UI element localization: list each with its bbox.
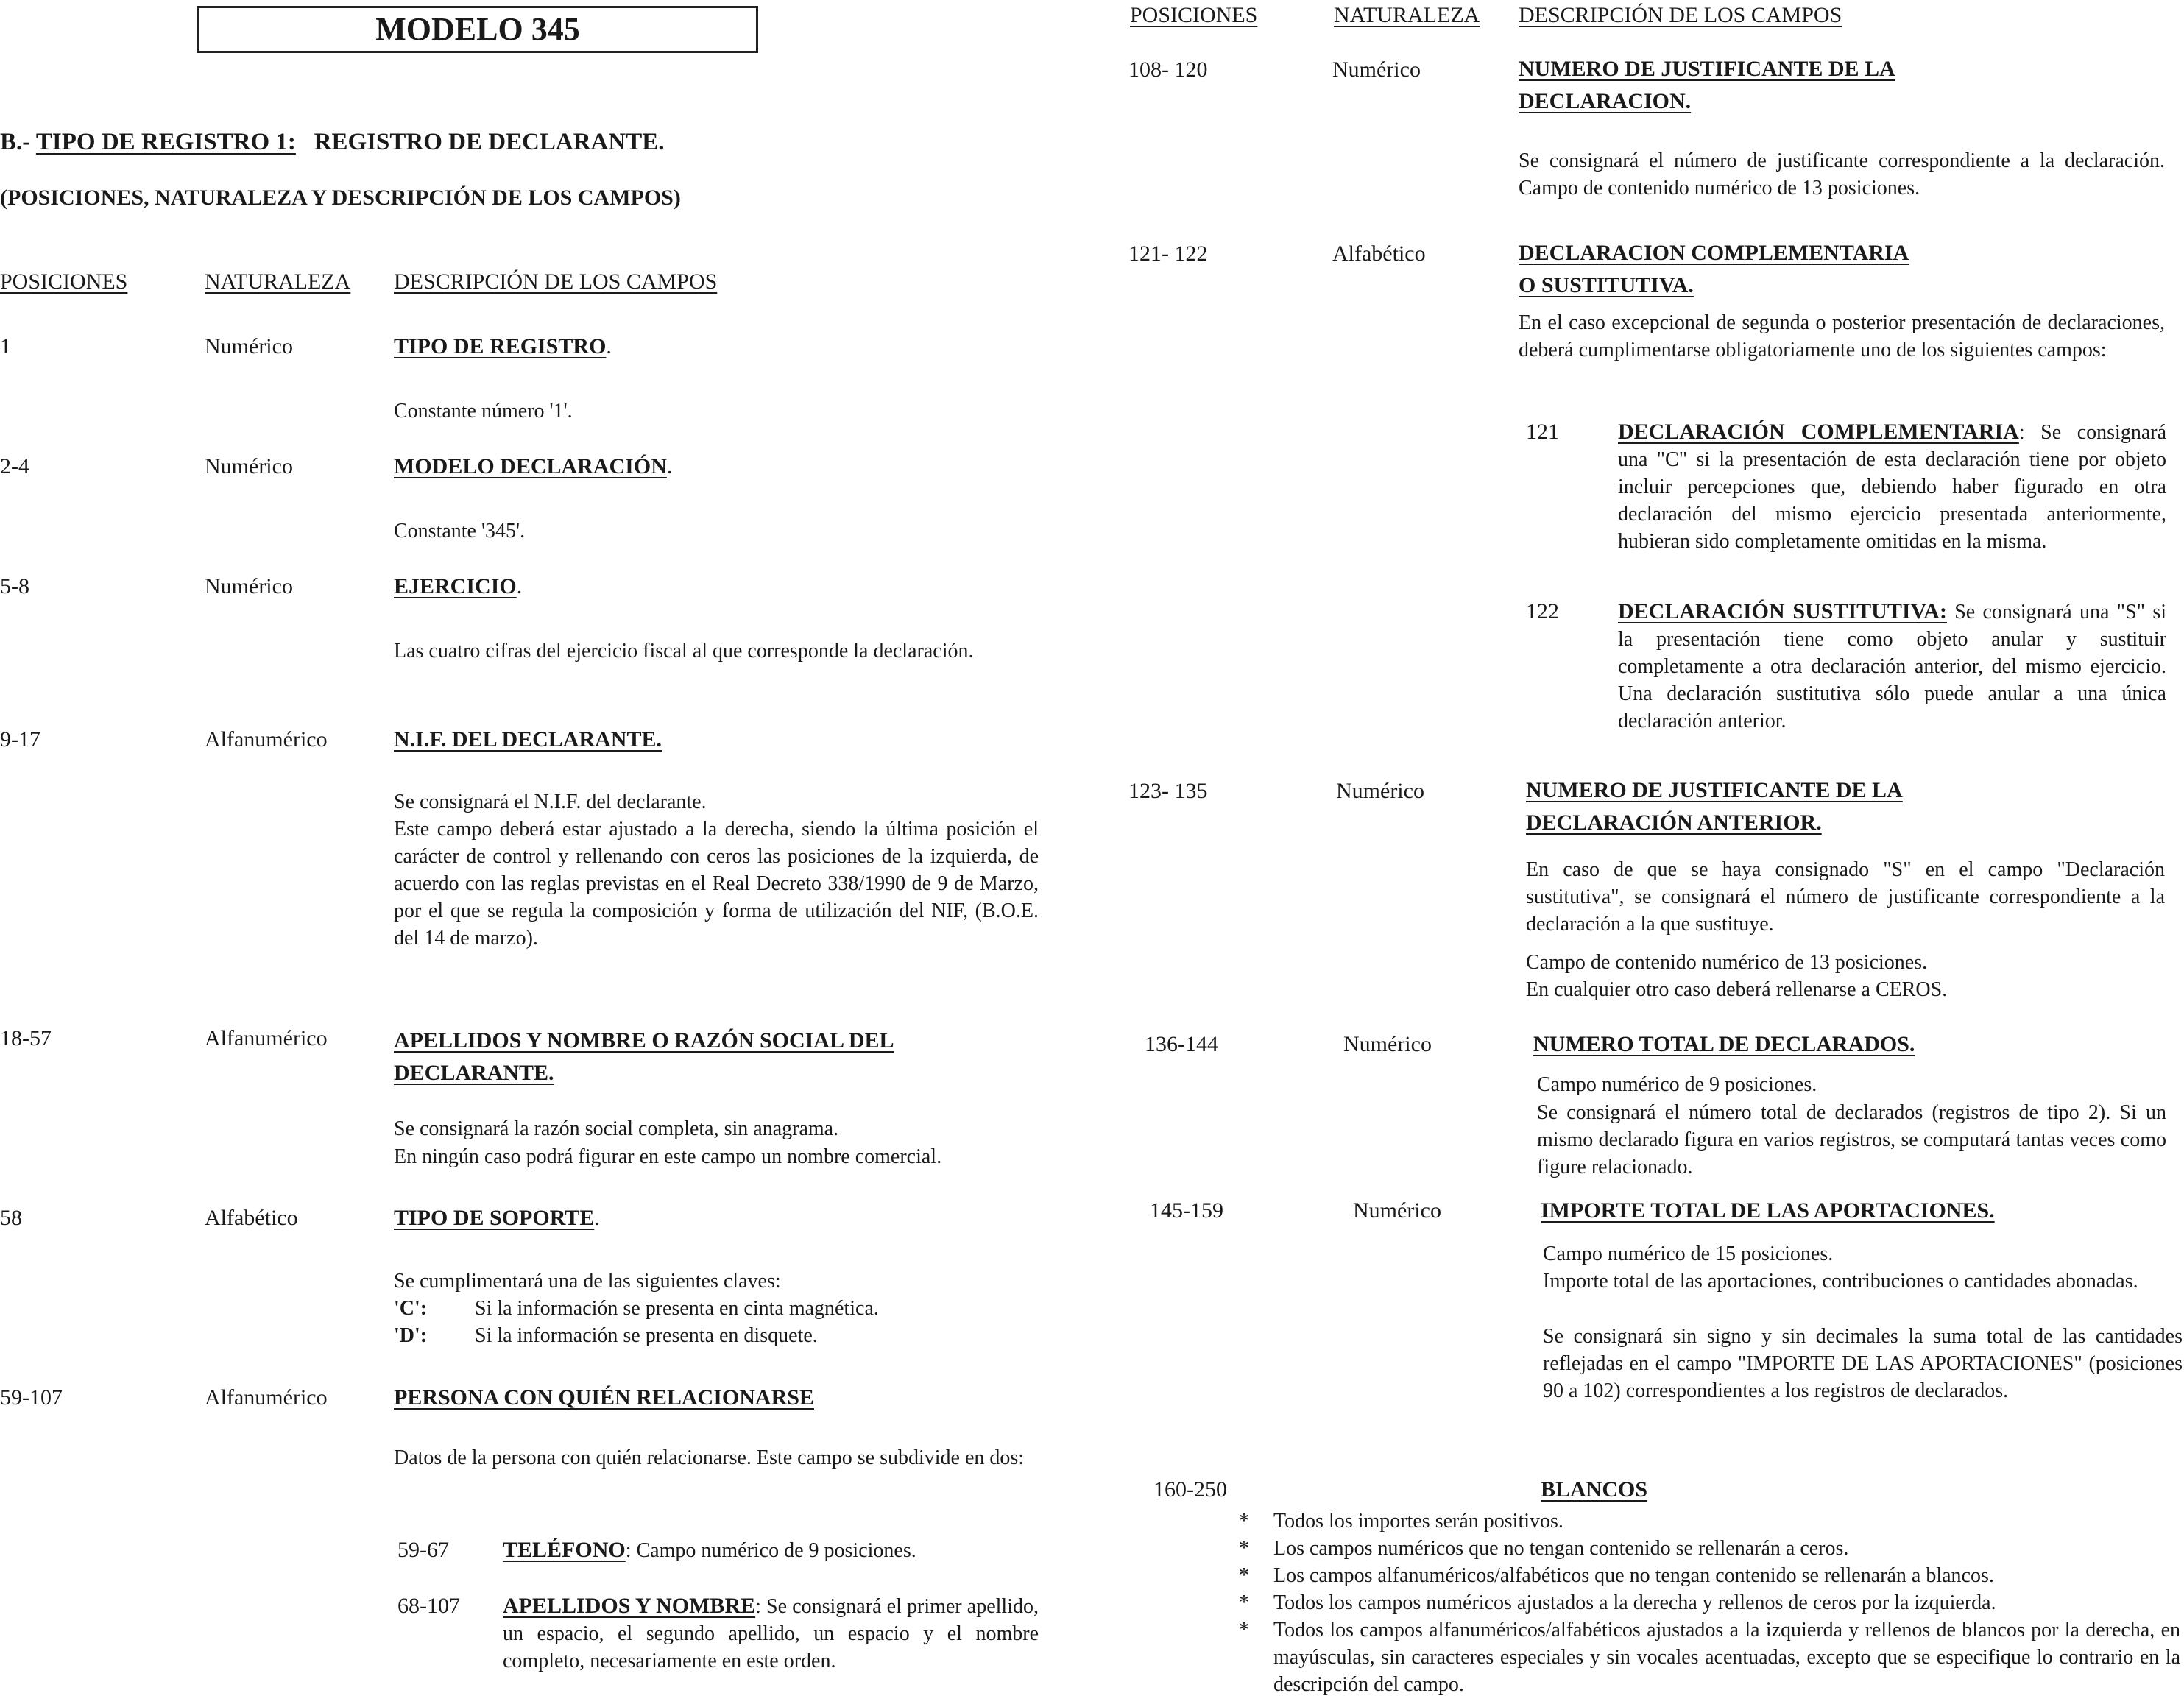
subfield-telefono: TELÉFONO: Campo numérico de 9 posiciones. [503,1538,916,1562]
field-position: 1 [0,334,11,358]
field-name: DECLARACION COMPLEMENTARIA O SUSTITUTIVA. [1519,241,1909,297]
field-nature: Alfabético [1332,241,1426,266]
field-position: 9-17 [0,727,40,752]
subfield-position: 121 [1526,420,1559,444]
subfield-complementaria: DECLARACIÓN COMPLEMENTARIA: Se consignará una "C" si la presentación de esta declaración tiene por objeto incluir percepciones que, debiendo haber figurado en otra declaración del mismo ejercicio presentada anteriormente, hubieran sido completamente omitidas en la misma. [1618,420,2166,553]
field-nature: Numérico [1353,1198,1441,1223]
column-header-nature: NATURALEZA [205,269,351,294]
field-description: Campo de contenido numérico de 13 posiciones. [1526,951,1928,974]
field-description: Se consignará el N.I.F. del declarante. [394,791,707,813]
field-description: Se consignará la razón social completa, sin anagrama. [394,1117,839,1140]
field-nature: Numérico [205,454,293,478]
field-nature: Alfabético [205,1206,298,1230]
field-position: 2-4 [0,454,29,478]
note-item: * Todos los importes serán positivos. [1239,1510,1563,1533]
support-key-row: 'C': Si la información se presenta en cinta magnética. [394,1297,879,1320]
column-header-description: DESCRIPCIÓN DE LOS CAMPOS [394,269,718,294]
field-position: 59-107 [0,1385,63,1410]
field-description: Se consignará sin signo y sin decimales la suma total de las cantidades reflejadas en el campo "IMPORTE DE LAS APORTACIONES" (posiciones 90 a 102) correspondientes a los registros de declarados. [1543,1325,2183,1402]
field-description: Datos de la persona con quién relacionarse. Este campo se subdivide en dos: [394,1446,1025,1469]
field-position: 108- 120 [1128,57,1208,82]
field-description: Se consignará el número total de declarados (registros de tipo 2). Si un mismo declarado figura en varios registros, se computará tantas veces como figure relacionado. [1537,1101,2166,1178]
model-title: MODELO 345 [375,11,580,47]
record-name: REGISTRO DE DECLARANTE. [314,129,665,155]
subfield-position: 59-67 [397,1538,449,1562]
field-nature: Alfanumérico [205,1385,328,1410]
right-column-header-nature: NATURALEZA [1334,3,1480,27]
field-nature: Numérico [205,334,293,358]
note-item: * Todos los campos numéricos ajustados a la derecha y rellenos de ceros por la izquierda. [1239,1591,1996,1614]
general-notes [1215,1508,2180,1698]
note-item: * Todos los campos alfanuméricos/alfabéticos ajustados a la izquierda y rellenos de blancos por la derecha, en mayúsculas, sin caracteres especiales y sin vocales acentuadas, excepto que se especifique lo contrario en la descripción del campo. [1239,1619,2180,1696]
model-title-box [197,6,758,53]
field-name: N.I.F. DEL DECLARANTE. [394,727,662,752]
field-description: Campo numérico de 9 posiciones. [1537,1073,1817,1096]
field-description [394,1268,1039,1349]
record-type: TIPO DE REGISTRO 1: [35,129,296,155]
field-position: 136-144 [1145,1032,1218,1056]
support-keys-intro: Se cumplimentará una de las siguientes claves: [394,1270,781,1293]
column-header-positions: POSICIONES [0,269,128,294]
field-description: Constante '345'. [394,520,526,543]
note-item: * Los campos alfanuméricos/alfabéticos que no tengan contenido se rellenarán a blancos. [1239,1564,1994,1587]
field-position: 58 [0,1206,22,1230]
field-name: APELLIDOS Y NOMBRE O RAZÓN SOCIAL DEL DECLARANTE. [394,1028,894,1085]
field-name: NUMERO DE JUSTIFICANTE DE LA DECLARACIÓN ANTERIOR. [1526,778,1903,835]
field-nature: Alfanumérico [205,1026,328,1050]
field-name: EJERCICIO. [394,574,523,598]
field-name: NUMERO TOTAL DE DECLARADOS. [1533,1032,1915,1056]
field-description: Las cuatro cifras del ejercicio fiscal al que corresponde la declaración. [394,640,974,662]
field-description: Este campo deberá estar ajustado a la derecha, siendo la última posición el carácter de control y rellenando con ceros las posiciones de la izquierda, de acuerdo con las reglas previstas en el Real Decreto 338/1990 de 9 de Marzo, por el que se regula la composición y forma de utilización del NIF, (B.O.E. del 14 de marzo). [394,818,1039,950]
support-key-row: 'D': Si la información se presenta en disquete. [394,1324,818,1347]
subfield-position: 122 [1526,599,1559,623]
field-name: MODELO DECLARACIÓN. [394,454,673,478]
field-name: TIPO DE SOPORTE. [394,1206,600,1230]
field-nature: Numérico [205,574,293,598]
field-description: En el caso excepcional de segunda o posterior presentación de declaraciones, deberá cumplimentarse obligatoriamente uno de los siguientes campos: [1519,311,2165,361]
field-description: Constante número '1'. [394,400,573,423]
subfield-apellidos: APELLIDOS Y NOMBRE: Se consignará el primer apellido, un espacio, el segundo apellido, un espacio y el nombre completo, necesariamente en este orden. [503,1594,1039,1672]
field-description: Se consignará el número de justificante correspondiente a la declaración. Campo de contenido numérico de 13 posiciones. [1519,149,2165,199]
field-position: 123- 135 [1128,779,1208,803]
field-name: BLANCOS [1541,1477,1648,1502]
field-position: 145-159 [1150,1198,1223,1223]
field-position: 160-250 [1153,1477,1227,1502]
field-description: Importe total de las aportaciones, contribuciones o cantidades abonadas. [1543,1270,2138,1293]
subfield-sustitutiva: DECLARACIÓN SUSTITUTIVA: Se consignará una "S" si la presentación tiene como objeto anular y sustituir completamente a otra declaración anterior, del mismo ejercicio. Una declaración sustitutiva sólo puede anular a una única declaración anterior. [1618,599,2166,732]
section-prefix: B.- [0,129,31,155]
subfield-position: 68-107 [397,1594,460,1618]
field-description: En cualquier otro caso deberá rellenarse a CEROS. [1526,978,1948,1001]
field-description: En caso de que se haya consignado "S" en el campo "Declaración sustitutiva", se consignará el número de justificante correspondiente a la declaración a la que sustituye. [1526,858,2165,936]
field-nature: Numérico [1343,1032,1432,1056]
field-position: 18-57 [0,1026,52,1050]
field-description: Campo numérico de 15 posiciones. [1543,1243,1834,1265]
field-nature: Numérico [1336,779,1424,803]
field-position: 121- 122 [1128,241,1208,266]
field-name: PERSONA CON QUIÉN RELACIONARSE [394,1385,814,1410]
right-column-header-description: DESCRIPCIÓN DE LOS CAMPOS [1519,3,1842,27]
field-name: NUMERO DE JUSTIFICANTE DE LA DECLARACION. [1519,57,1895,113]
note-item: * Los campos numéricos que no tengan contenido se rellenarán a ceros. [1239,1537,1849,1560]
field-position: 5-8 [0,574,29,598]
right-column-header-positions: POSICIONES [1130,3,1258,27]
field-name: TIPO DE REGISTRO. [394,334,612,358]
field-name: IMPORTE TOTAL DE LAS APORTACIONES. [1541,1198,1995,1223]
field-description: En ningún caso podrá figurar en este campo un nombre comercial. [394,1145,942,1168]
section-heading [0,127,664,157]
field-nature: Numérico [1332,57,1421,82]
field-nature: Alfanumérico [205,727,328,752]
subheading: (POSICIONES, NATURALEZA Y DESCRIPCIÓN DE LOS CAMPOS) [0,185,681,210]
